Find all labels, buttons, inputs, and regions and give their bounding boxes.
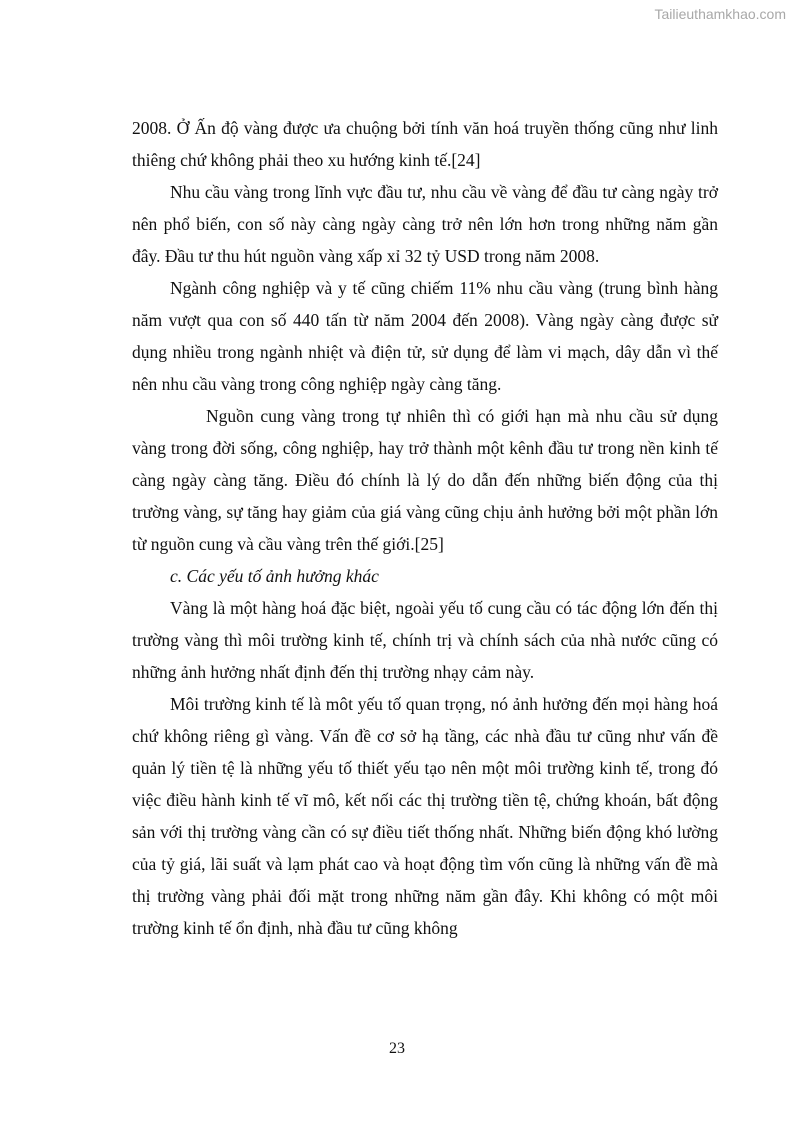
section-heading: c. Các yếu tố ảnh hưởng khác [170, 566, 379, 586]
paragraph-continuation: 2008. Ở Ấn độ vàng được ưa chuộng bởi tính văn hoá truyền thống cũng như linh thiêng chứ không phải theo xu hướng kinh tế.[24] [132, 118, 718, 170]
paragraph-other-factors: Vàng là một hàng hoá đặc biệt, ngoài yếu tố cung cầu có tác động lớn đến thị trường vàng thì môi trường kinh tế, chính trị và chính sách của nhà nước cũng có những ảnh hưởng nhất định đến thị trường nhạy cảm này. [132, 598, 718, 682]
paragraph-investment-demand: Nhu cầu vàng trong lĩnh vực đầu tư, nhu cầu về vàng để đầu tư càng ngày trở nên phổ biến, con số này càng ngày càng trở nên lớn hơn trong những năm gần đây. Đầu tư thu hút nguồn vàng xấp xỉ 32 tỷ USD trong năm 2008. [132, 182, 718, 266]
paragraph-supply-limits: Nguồn cung vàng trong tự nhiên thì có giới hạn mà nhu cầu sử dụng vàng trong đời sống, công nghiệp, hay trở thành một kênh đầu tư trong nền kinh tế càng ngày càng tăng. Điều đó chính là lý do dẫn đến những biến động của thị trường vàng, sự tăng hay giảm của giá vàng cũng chịu ảnh hưởng bởi một phần lớn từ nguồn cung và cầu vàng trên thế giới.[25] [132, 406, 718, 554]
paragraph-economic-environment: Môi trường kinh tế là môt yếu tố quan trọng, nó ảnh hưởng đến mọi hàng hoá chứ không riêng gì vàng. Vấn đề cơ sở hạ tầng, các nhà đầu tư cũng như vấn đề quản lý tiền tệ là những yếu tố thiết yếu tạo nên một môi trường kinh tế, trong đó việc điều hành kinh tế vĩ mô, kết nối các thị trường tiền tệ, chứng khoán, bất động sản với thị trường vàng cần có sự điều tiết thống nhất. Những biến động khó lường của tỷ giá, lãi suất và lạm phát cao và hoạt động tìm vốn cũng là những vấn đề mà thị trường vàng phải đối mặt trong những năm gần đây. Khi không có một môi trường kinh tế ổn định, nhà đầu tư cũng không [132, 694, 718, 938]
watermark-text: Tailieuthamkhao.com [654, 6, 786, 22]
page-body [132, 112, 718, 944]
paragraph-industry-demand: Ngành công nghiệp và y tế cũng chiếm 11% nhu cầu vàng (trung bình hàng năm vượt qua con số 440 tấn từ năm 2004 đến 2008). Vàng ngày càng được sử dụng nhiều trong ngành nhiệt và điện tử, sử dụng để làm vi mạch, dây dẫn vì thế nên nhu cầu vàng trong công nghiệp ngày càng tăng. [132, 278, 718, 394]
page-number: 23 [389, 1040, 405, 1057]
